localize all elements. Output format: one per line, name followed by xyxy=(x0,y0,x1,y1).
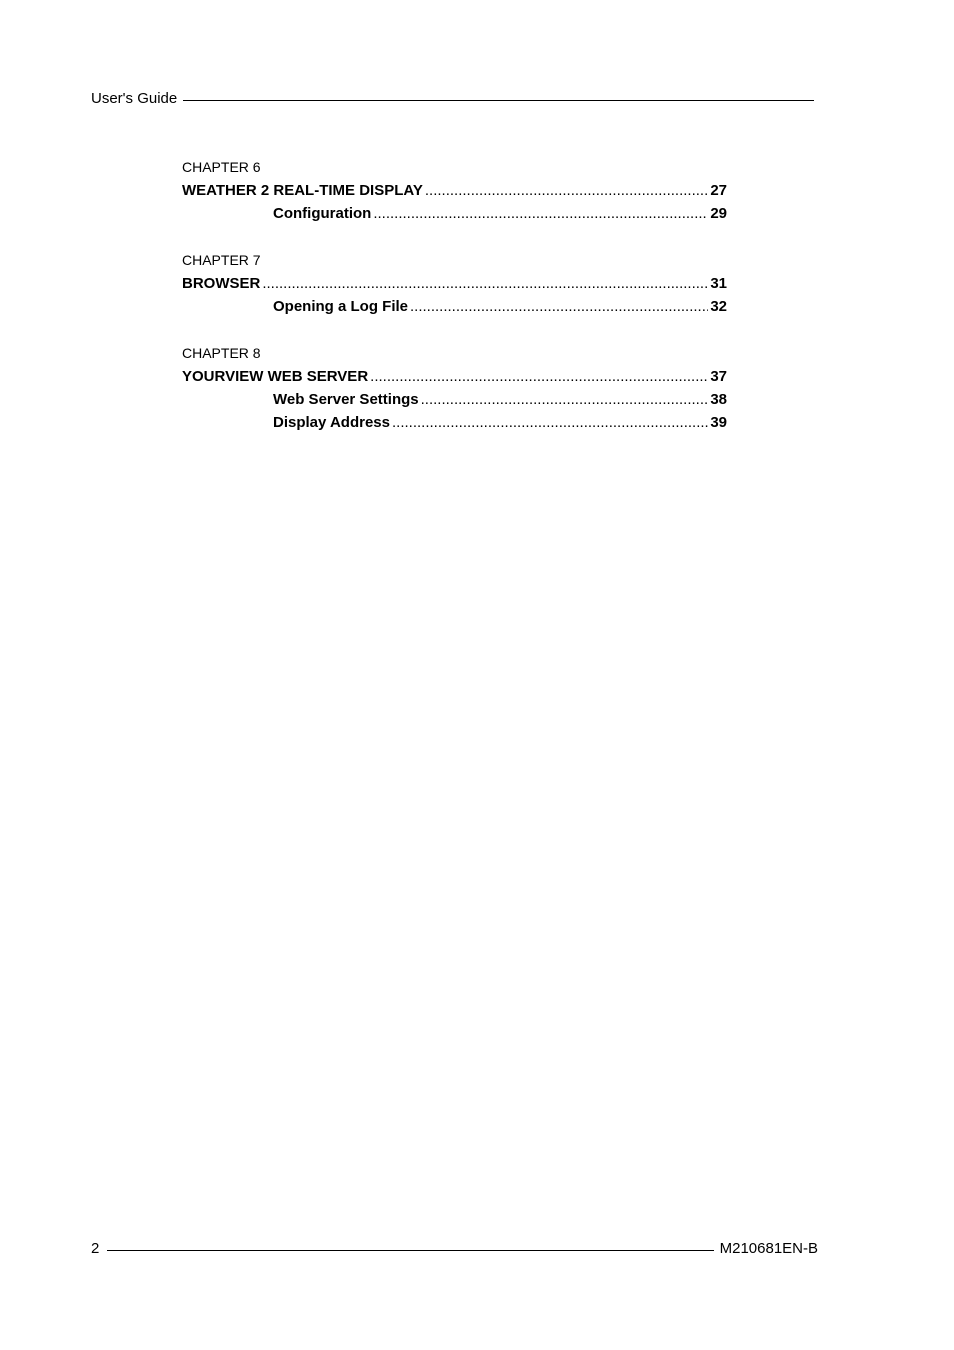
toc-entry-title: YOURVIEW WEB SERVER xyxy=(182,368,369,385)
toc-entry[interactable] xyxy=(182,367,727,390)
toc-subentry[interactable] xyxy=(182,297,727,320)
toc-leader-dots xyxy=(410,297,708,317)
toc-entry-page: 39 xyxy=(710,414,727,431)
toc-subentry[interactable] xyxy=(182,204,727,227)
chapter-label: CHAPTER 6 xyxy=(182,159,261,175)
toc-entry-page: 29 xyxy=(710,205,727,222)
toc-leader-dots xyxy=(425,181,708,201)
toc-entry-page: 37 xyxy=(710,368,727,385)
page-footer xyxy=(91,1240,818,1257)
table-of-contents xyxy=(182,158,727,460)
toc-subentry[interactable] xyxy=(182,413,727,436)
toc-entry-page: 38 xyxy=(710,391,727,408)
chapter-label: CHAPTER 7 xyxy=(182,252,261,268)
toc-entry-title: WEATHER 2 REAL-TIME DISPLAY xyxy=(182,182,423,199)
toc-leader-dots xyxy=(421,390,709,410)
toc-entry[interactable] xyxy=(182,181,727,204)
footer-doc-code: M210681EN-B xyxy=(719,1240,818,1257)
page-header xyxy=(91,90,814,107)
toc-entry-title: Opening a Log File xyxy=(273,298,408,315)
footer-rule xyxy=(107,1250,713,1251)
toc-leader-dots xyxy=(373,204,708,224)
toc-entry-title: Configuration xyxy=(273,205,372,222)
toc-entry-title: Display Address xyxy=(273,414,390,431)
toc-chapter-8 xyxy=(182,344,727,436)
toc-leader-dots xyxy=(392,413,708,433)
header-rule xyxy=(183,100,814,101)
toc-entry-title: Web Server Settings xyxy=(273,391,419,408)
footer-page-number: 2 xyxy=(91,1240,100,1257)
toc-entry-page: 32 xyxy=(710,298,727,315)
header-title: User's Guide xyxy=(91,90,178,107)
chapter-label: CHAPTER 8 xyxy=(182,345,261,361)
toc-leader-dots xyxy=(370,367,708,387)
toc-entry[interactable] xyxy=(182,274,727,297)
toc-subentry[interactable] xyxy=(182,390,727,413)
toc-entry-page: 27 xyxy=(710,182,727,199)
toc-leader-dots xyxy=(262,274,708,294)
toc-entry-title: BROWSER xyxy=(182,275,261,292)
toc-entry-page: 31 xyxy=(710,275,727,292)
toc-chapter-6 xyxy=(182,158,727,227)
toc-chapter-7 xyxy=(182,251,727,320)
